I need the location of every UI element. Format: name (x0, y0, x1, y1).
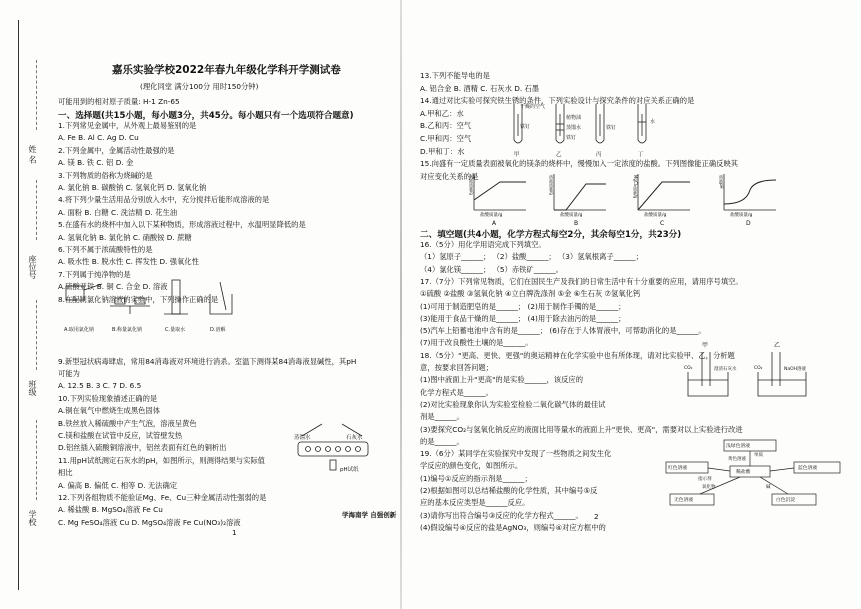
q15-c-option: C (660, 220, 665, 227)
question-line: A. 稀盐酸 B. MgSO₄溶液 Fe Cu (58, 505, 163, 515)
q15-a-ylabel: 溶液质量/g (469, 175, 474, 195)
question-line: 的是______。 (420, 436, 464, 446)
question-line: A. 氯化钠 B. 碳酸钠 C. 氢氧化钙 D. 氢氧化钠 (58, 183, 207, 192)
q19-box-light-green: 浅绿色溶液 (726, 444, 750, 449)
q11-label-ph-paper: pH试纸 (340, 467, 359, 473)
question-line: (3)能用于食品干燥的是______； (4)用于除去油污的是______； (420, 313, 626, 323)
reagent-bottle (66, 286, 84, 300)
q14-tube-bing: 丙 (596, 152, 602, 158)
q18-label-naoh: NaOH溶液 (784, 367, 807, 372)
question-line: 17.（7分）下列常见物质，它们在国民生产及我们的日常生活中有十分重要的应用，请用序号填空。 (420, 276, 743, 286)
q18-label-jia: 甲 (702, 342, 709, 349)
q11-label-water: 蒸馏水 (294, 435, 311, 441)
question-line: 18.（5分）"更高、更快、更强"的奥运精神在化学实验中也有所体现，请对比实验甲、乙，分析题 (420, 350, 735, 360)
q18-illustration (680, 346, 820, 400)
graph-d (724, 174, 776, 210)
question-line: 13.下列不能导电的是 (420, 71, 490, 80)
q19-label-base: 碱 (766, 485, 771, 490)
q18-label-co2-1: CO₂ (684, 366, 693, 371)
question-line: （1）氢原子______； （2）盐酸______； （3）氢氧根离子______； (420, 252, 643, 262)
section-1-heading: 一、选择题(共15小题，每小题3分，共45分。每小题只有一个选项符合题意) (58, 111, 354, 121)
q11-illustration (292, 416, 392, 471)
question-line: 化学方程式是______。 (420, 387, 493, 397)
question-line: C.镁和盐酸在试管中反应，试管壁发热 (58, 431, 183, 440)
atomic-mass-note: 可能用到的相对原子质量: H-1 Zn-65 (58, 97, 180, 106)
glass-rod (220, 282, 226, 310)
school-label: 学校 (28, 510, 37, 526)
question-line: 11.用pH试纸测定石灰水的pH，如图所示，则测得结果与实际值 (58, 455, 265, 465)
q18-label-limewater: 澄清石灰水 (714, 367, 737, 372)
spot-plate (298, 442, 368, 456)
graph-b (554, 174, 606, 210)
q15-d-ylabel: 溶液pH (719, 175, 724, 189)
page-number-1: 1 (232, 528, 237, 537)
q15-a-option: A (492, 220, 497, 227)
question-line: 对应变化关系的是 (420, 171, 479, 181)
q15-a-xlabel: 盐酸质量/g (480, 213, 503, 218)
q15-d-option: D (746, 220, 751, 227)
q15-c-xlabel: 盐酸质量/g (644, 213, 667, 218)
beaker (210, 294, 232, 314)
q14-tube-yi: 乙 (556, 152, 562, 158)
q8-illustration (60, 276, 260, 326)
question-line: 19.（6分）某同学在实验探究中发现了一些物质之间发生化 (420, 449, 612, 459)
weight (115, 298, 125, 304)
q11-label-limewater: 石灰水 (346, 435, 363, 441)
trough-yi (758, 372, 806, 396)
question-line: 12.下列各组物质不能验证Mg、Fe、Cu三种金属活动性强弱的是 (58, 493, 267, 502)
q8-caption-c: C.量取水 (165, 327, 186, 333)
question-line: (2)对比实验现象你认为实验室检验二氧化碳气体的最佳试 (420, 399, 606, 409)
exam-subtitle: (理化同堂 满分100分 用时150分钟) (140, 82, 259, 91)
q19-box-colorless: 无色溶液 (674, 498, 694, 503)
question-line: (1)可用于制造肥皂的是______； (2)用于制作手镯的是______； (420, 301, 626, 311)
question-line: (3)请你写出符合编号③反应的化学方程式______。 (420, 510, 583, 520)
q8-caption-a: A.取用氯化钠 (64, 327, 94, 333)
question-line: (7)用于改良酸性土壤的是______。 (420, 338, 533, 348)
question-line: 7.下列属于纯净物的是 (58, 269, 131, 279)
q19-box-hcl: 稀盐酸 (736, 470, 751, 475)
question-line: (2)根据如图可以总结稀盐酸的化学性质，其中编号⑤反 (420, 486, 598, 495)
question-line: A. 氢氧化钠 B. 氯化钠 C. 硝酸铵 D. 蔗糖 (58, 232, 192, 242)
page-number-2: 2 (594, 512, 599, 521)
question-line: 相比 (58, 468, 73, 478)
graph-a (474, 174, 526, 210)
section-2-heading: 二、填空题(共4小题，化学方程式每空2分，其余每空1分，共23分) (420, 230, 682, 240)
q19-box-blue: 蓝色溶液 (798, 466, 818, 471)
q14-label-dry-air: 干燥的空气 (520, 104, 546, 110)
q14-label-nail-1: 铁钉 (520, 124, 531, 130)
exam-page-1 (0, 0, 400, 609)
q15-b-option: B (574, 220, 579, 227)
seat-label: 座位号 (28, 255, 37, 279)
q15-b-ylabel: 溶液质量/g (549, 175, 554, 195)
q18-label-yi: 乙 (774, 342, 781, 349)
q14-label-nail-2: 铁钉 (566, 135, 577, 141)
question-line: A. 吸水性 B. 脱水性 C. 挥发性 D. 强氧化性 (58, 257, 199, 267)
question-line: (4)假设编号④反应的盐是AgNO₃，则编号④对应方框中的 (420, 522, 606, 532)
question-line: B.乙和丙：空气 (420, 121, 472, 131)
q8-caption-d: D.溶解 (210, 327, 226, 333)
q19-label-oxide: 氧化物 (702, 485, 716, 490)
question-line: D.铝丝插入硫酸铜溶液中，铝丝表面有红色的铜析出 (58, 443, 227, 453)
question-line: B.铁丝放入稀硫酸中产生气泡，溶液呈黄色 (58, 418, 197, 428)
trough-jia (688, 372, 728, 396)
question-line: C. Mg FeSO₄溶液 Cu D. MgSO₄溶液 Fe Cu(NO₃)₂溶液 (58, 517, 241, 527)
question-line: 15.向盛有一定质量表面被氧化的镁条的烧杯中，慢慢加入一定浓度的盐酸。下列图像能正确反映其 (420, 159, 739, 169)
question-line: A.硫酸亚铁 B. 铜 C. 合金 D. 溶液 (58, 282, 168, 292)
question-line: (1)编号①反应的指示剂是______； (420, 473, 532, 483)
name-label: 姓 名 (28, 145, 37, 164)
question-line: 意，按要求回答问题； (420, 363, 493, 372)
question-line: C.甲和丙：空气 (420, 134, 472, 143)
question-line: 2.下列金属中，金属活动性最强的是 (58, 145, 175, 155)
q14-tube-jia: 甲 (514, 152, 520, 158)
q19-label-element: 单质 (754, 453, 763, 458)
question-line: 4.将下列少量生活用品分别放入水中，充分搅拌后能形成溶液的是 (58, 195, 270, 205)
question-line: 应的基本反应类型是______反应。 (420, 498, 530, 508)
question-line: 可能为 (58, 369, 80, 378)
question-line: (3)要探究CO₂与氢氧化钠反应的液面比用等量水的液面上升"更快、更高"，需要对以上实验进行改进 (420, 424, 743, 434)
q19-box-yellow: 黄色溶液 (728, 457, 746, 462)
question-line: 5.在盛有水的烧杯中加入以下某种物质，形成溶液过程中，水温明显降低的是 (58, 220, 306, 230)
question-line: A.铜在氧气中燃烧生成黑色固体 (58, 406, 161, 416)
question-line: (1)图中液面上升"更高"的是实验______，该反应的 (420, 375, 583, 385)
question-line: 1.下列常见金属中，从外观上最易鉴别的是 (58, 121, 197, 130)
question-line: A. 偏高 B. 偏低 C. 相等 D. 无法确定 (58, 480, 178, 490)
spatula (84, 284, 102, 290)
exam-title: 嘉乐实验学校2022年春九年级化学科开学测试卷 (112, 64, 341, 76)
question-line: 6.下列不属于浓硫酸特性的是 (58, 245, 153, 254)
q14-label-distilled: 蒸馏水 (566, 125, 582, 131)
question-line: A. 铝合金 B. 酒精 C. 石灰水 D. 石墨 (420, 83, 540, 93)
q15-b-xlabel: 盐酸质量/g (560, 213, 583, 218)
question-line: A. 镁 B. 铁 C. 铝 D. 金 (58, 158, 134, 168)
question-line: 14.通过对比实验可探究铁生锈的条件，下列实验设计与探究条件的对应关系正确的是 (420, 96, 695, 106)
q19-box-white-ppt: 白色沉淀 (776, 498, 796, 503)
question-line: D.甲和丁：水 (420, 146, 465, 156)
q8-caption-b: B.称量氯化钠 (112, 327, 143, 333)
q15-d-xlabel: 盐酸质量/g (730, 213, 753, 218)
question-line: ①硫酸 ②盐酸 ③氢氧化钠 ④立白牌洗涤剂 ⑤金 ⑥生石灰 ⑦氢氧化钙 (420, 289, 641, 299)
question-line: 3.下列物质的俗称为烧碱的是 (58, 170, 153, 180)
q14-label-oil: 植物油 (566, 115, 582, 121)
question-line: 学反应的颜色变化，如图所示。 (420, 461, 523, 471)
question-line: (5)汽车上铅蓄电池中含有的是______； (6)存在于人体胃液中，可帮助消化的是______。 (420, 326, 706, 336)
question-line: （4）氯化镁______； （5）赤铁矿______。 (420, 264, 563, 274)
question-line: 8.在配制氯化钠溶液的实验中，下列操作正确的是 (58, 294, 219, 304)
q14-label-water: 水 (650, 119, 656, 125)
question-line: 剂是______。 (420, 412, 464, 422)
q14-tube-ding: 丁 (638, 152, 644, 158)
q18-label-co2-2: CO₂ (754, 366, 763, 371)
question-line: A. 12.5 B. 3 C. 7 D. 6.5 (58, 381, 142, 391)
question-line: A. 面粉 B. 白糖 C. 洗洁精 D. 花生油 (58, 207, 178, 217)
q19-label-indicator: 指示剂 (698, 477, 712, 482)
footer-motto: 学海南学 自强创新 (342, 511, 397, 519)
measuring-cylinder (172, 280, 180, 314)
question-line: 9.新型冠状病毒肆虐，常用84消毒液对环境进行消杀。室温下测得某84消毒液显碱性，其pH (58, 356, 357, 366)
question-line: A.甲和乙：水 (420, 108, 464, 118)
class-label: 班级 (28, 380, 37, 396)
graph-c (638, 174, 690, 210)
question-line: 10.下列实验现象描述正确的是 (58, 393, 158, 403)
q19-box-red: 红色溶液 (668, 466, 688, 471)
q19-reaction-diagram (664, 438, 854, 516)
q15-c-ylabel: MgCl₂质量/g (633, 175, 638, 199)
weight (135, 298, 145, 304)
question-line: A. Fe B. Al C. Ag D. Cu (58, 133, 139, 143)
ph-paper (330, 460, 336, 470)
question-line: 16.（5分）用化学用语完成下列填空。 (420, 240, 546, 249)
q14-label-nail-3: 铁钉 (606, 125, 617, 131)
